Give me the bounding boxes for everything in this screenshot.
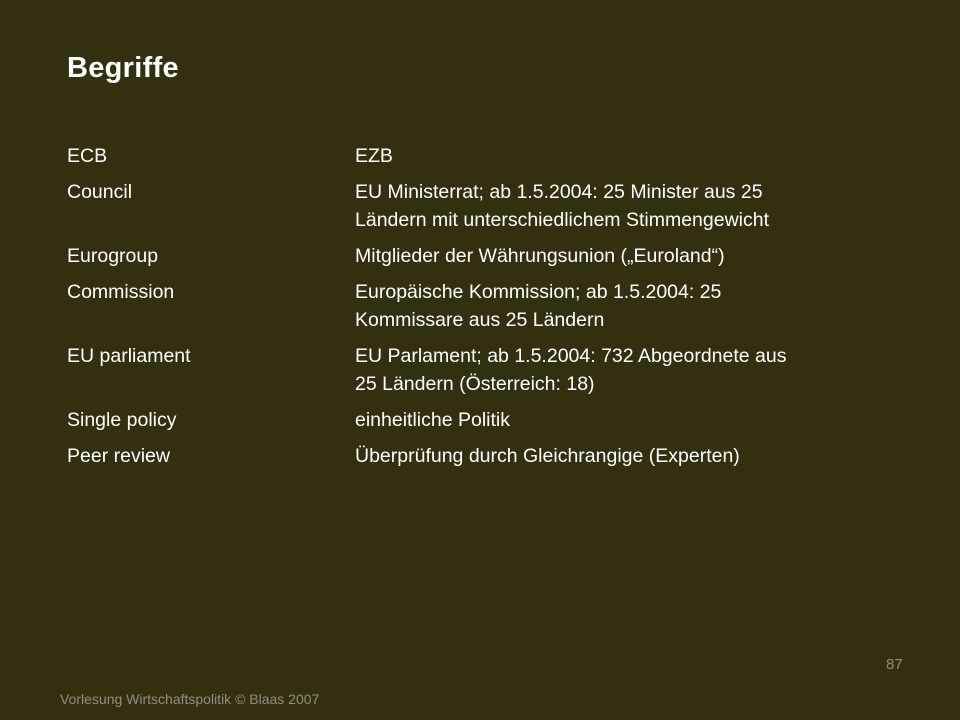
term-definition: EU Parlament; ab 1.5.2004: 732 Abgeordnete aus 25 Ländern (Österreich: 18) bbox=[355, 345, 787, 395]
term-definition: einheitliche Politik bbox=[355, 409, 511, 431]
term-label: EU parliament bbox=[67, 345, 191, 367]
term-definition: EZB bbox=[355, 145, 393, 167]
term-definition: Mitglieder der Währungsunion („Euroland“) bbox=[355, 245, 725, 267]
term-row-eurogroup bbox=[67, 242, 907, 270]
slide-footer: Vorlesung Wirtschaftspolitik © Blaas 2007 bbox=[60, 691, 320, 707]
term-row-eu-parliament bbox=[67, 342, 907, 398]
term-label: Council bbox=[67, 181, 133, 203]
term-row-commission bbox=[67, 278, 907, 334]
term-row-peer-review bbox=[67, 442, 907, 470]
term-row-ecb bbox=[67, 142, 907, 170]
term-row-single-policy bbox=[67, 406, 907, 434]
term-label: Peer review bbox=[67, 445, 170, 467]
term-label: Single policy bbox=[67, 409, 177, 431]
slide-title: Begriffe bbox=[67, 52, 179, 84]
term-definition: EU Ministerrat; ab 1.5.2004: 25 Minister aus 25 Ländern mit unterschiedlichem Stimmengewicht bbox=[355, 181, 770, 231]
term-label: Eurogroup bbox=[67, 245, 159, 267]
terms-list bbox=[67, 142, 907, 478]
page-number: 87 bbox=[886, 656, 903, 673]
term-definition: Europäische Kommission; ab 1.5.2004: 25 Kommissare aus 25 Ländern bbox=[355, 281, 722, 331]
term-label: Commission bbox=[67, 281, 175, 303]
term-row-council bbox=[67, 178, 907, 234]
term-label: ECB bbox=[67, 145, 108, 167]
term-definition: Überprüfung durch Gleichrangige (Experten) bbox=[355, 445, 740, 467]
